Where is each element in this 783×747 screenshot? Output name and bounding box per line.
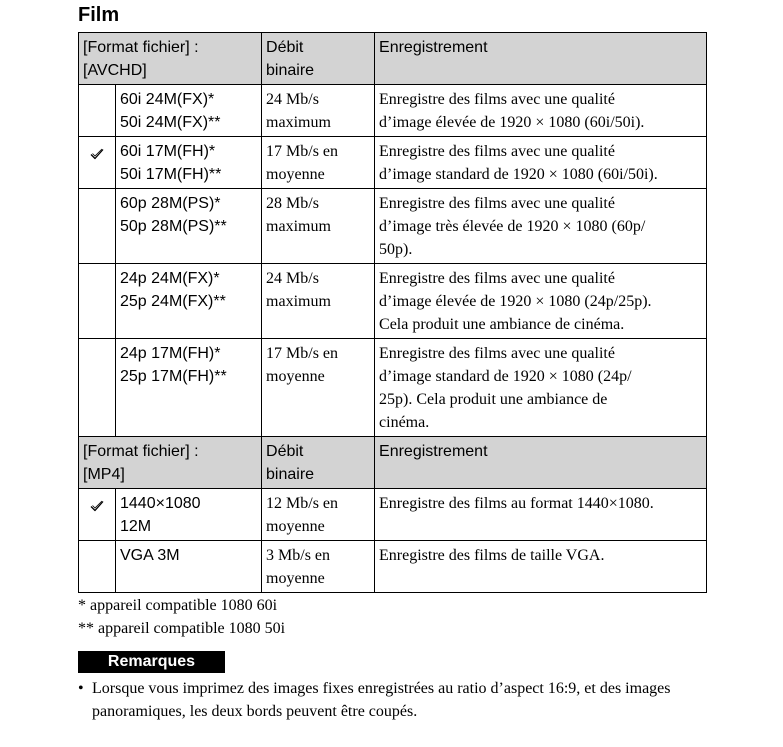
- bitrate-line: moyenne: [266, 518, 325, 535]
- bitrate-line: 24 Mb/s: [266, 91, 319, 108]
- description-cell: [375, 189, 707, 264]
- description-cell: [375, 339, 707, 437]
- header-bitrate-line: binaire: [266, 466, 315, 483]
- bitrate-cell: [262, 541, 375, 593]
- bitrate-line: moyenne: [266, 166, 325, 183]
- bitrate-line: 17 Mb/s en: [266, 143, 339, 160]
- description-line: d’image standard de 1920 × 1080 (60i/50i).: [379, 166, 658, 183]
- bitrate-line: maximum: [266, 218, 331, 235]
- header-bitrate: [262, 437, 375, 489]
- record-setting-line: 60p 28M(PS)*: [120, 195, 221, 212]
- bitrate-line: 28 Mb/s: [266, 195, 319, 212]
- bitrate-line: moyenne: [266, 368, 325, 385]
- record-setting-line: 50i 17M(FH)**: [120, 166, 222, 183]
- record-setting-cell: [116, 541, 262, 593]
- description-cell: [375, 264, 707, 339]
- check-mark-icon: [89, 147, 105, 161]
- description-line: Enregistre des films avec une qualité: [379, 143, 615, 160]
- header-recording: Enregistrement: [375, 33, 707, 85]
- movie-format-table: [78, 32, 707, 593]
- description-line: Enregistre des films de taille VGA.: [379, 547, 605, 564]
- bullet-icon: •: [78, 680, 84, 697]
- table-row: [79, 264, 707, 339]
- table-header-row: [79, 437, 707, 489]
- description-line: d’image standard de 1920 × 1080 (24p/: [379, 368, 632, 385]
- record-setting-line: 24p 24M(FX)*: [120, 270, 220, 287]
- description-cell: [375, 85, 707, 137]
- bitrate-line: 3 Mb/s en: [266, 547, 331, 564]
- default-marker-cell: [79, 264, 116, 339]
- description-line: Enregistre des films avec une qualité: [379, 195, 615, 212]
- record-setting-line: 60i 24M(FX)*: [120, 91, 215, 108]
- bitrate-line: 12 Mb/s en: [266, 495, 339, 512]
- bitrate-cell: [262, 85, 375, 137]
- record-setting-line: 60i 17M(FH)*: [120, 143, 216, 160]
- bitrate-cell: [262, 339, 375, 437]
- header-format: [79, 33, 262, 85]
- description-cell: [375, 489, 707, 541]
- table-header-row: [79, 33, 707, 85]
- header-format-line: [Format fichier] :: [83, 39, 199, 56]
- description-line: d’image très élevée de 1920 × 1080 (60p/: [379, 218, 646, 235]
- header-bitrate-line: binaire: [266, 62, 315, 79]
- bitrate-cell: [262, 137, 375, 189]
- default-marker-cell: [79, 189, 116, 264]
- record-setting-cell: [116, 339, 262, 437]
- default-marker-cell: [79, 339, 116, 437]
- record-setting-line: VGA 3M: [120, 547, 180, 564]
- section-title: Film: [78, 4, 120, 26]
- record-setting-line: 1440×1080: [120, 495, 201, 512]
- header-bitrate-line: Débit: [266, 443, 304, 460]
- bitrate-line: maximum: [266, 293, 331, 310]
- header-bitrate: [262, 33, 375, 85]
- header-format: [79, 437, 262, 489]
- description-line: 25p). Cela produit une ambiance de: [379, 391, 608, 408]
- description-cell: [375, 541, 707, 593]
- footnote-60i: * appareil compatible 1080 60i: [78, 597, 278, 614]
- description-line: d’image élevée de 1920 × 1080 (60i/50i).: [379, 114, 645, 131]
- table-row: [79, 489, 707, 541]
- record-setting-line: 50i 24M(FX)**: [120, 114, 221, 131]
- description-line: 50p).: [379, 241, 413, 258]
- record-setting-line: 25p 24M(FX)**: [120, 293, 226, 310]
- bitrate-cell: [262, 264, 375, 339]
- description-line: Cela produit une ambiance de cinéma.: [379, 316, 625, 333]
- record-setting-line: 25p 17M(FH)**: [120, 368, 227, 385]
- default-marker-cell: [79, 541, 116, 593]
- table-row: [79, 189, 707, 264]
- record-setting-cell: [116, 189, 262, 264]
- default-marker-cell: [79, 137, 116, 189]
- table-row: [79, 137, 707, 189]
- description-line: Enregistre des films avec une qualité: [379, 270, 615, 287]
- table-row: [79, 85, 707, 137]
- description-line: Enregistre des films au format 1440×1080.: [379, 495, 654, 512]
- bitrate-line: 17 Mb/s en: [266, 345, 339, 362]
- table-row: [79, 339, 707, 437]
- footnote-50i: ** appareil compatible 1080 50i: [78, 620, 286, 637]
- remark-note: [78, 677, 718, 723]
- check-mark-icon: [89, 499, 105, 513]
- bitrate-cell: [262, 189, 375, 264]
- description-line: cinéma.: [379, 414, 430, 431]
- header-format-line: [AVCHD]: [83, 62, 147, 79]
- description-line: Enregistre des films avec une qualité: [379, 345, 615, 362]
- description-line: Enregistre des films avec une qualité: [379, 91, 615, 108]
- footnotes: [78, 594, 285, 640]
- header-format-line: [MP4]: [83, 466, 125, 483]
- record-setting-line: 50p 28M(PS)**: [120, 218, 227, 235]
- header-bitrate-line: Débit: [266, 39, 304, 56]
- record-setting-cell: [116, 137, 262, 189]
- record-setting-line: 12M: [120, 518, 152, 535]
- description-line: d’image élevée de 1920 × 1080 (24p/25p).: [379, 293, 652, 310]
- default-marker-cell: [79, 85, 116, 137]
- bitrate-line: maximum: [266, 114, 331, 131]
- header-recording: Enregistrement: [375, 437, 707, 489]
- header-format-line: [Format fichier] :: [83, 443, 199, 460]
- remark-text: Lorsque vous imprimez des images fixes enregistrées au ratio d’aspect 16:9, et des images panoramiques, les deux bords peuvent être coupés.: [92, 680, 671, 720]
- default-marker-cell: [79, 489, 116, 541]
- bitrate-line: 24 Mb/s: [266, 270, 319, 287]
- record-setting-cell: [116, 489, 262, 541]
- record-setting-line: 24p 17M(FH)*: [120, 345, 221, 362]
- record-setting-cell: [116, 85, 262, 137]
- bitrate-cell: [262, 489, 375, 541]
- record-setting-cell: [116, 264, 262, 339]
- description-cell: [375, 137, 707, 189]
- table-row: [79, 541, 707, 593]
- bitrate-line: moyenne: [266, 570, 325, 587]
- remarks-label: Remarques: [78, 651, 225, 673]
